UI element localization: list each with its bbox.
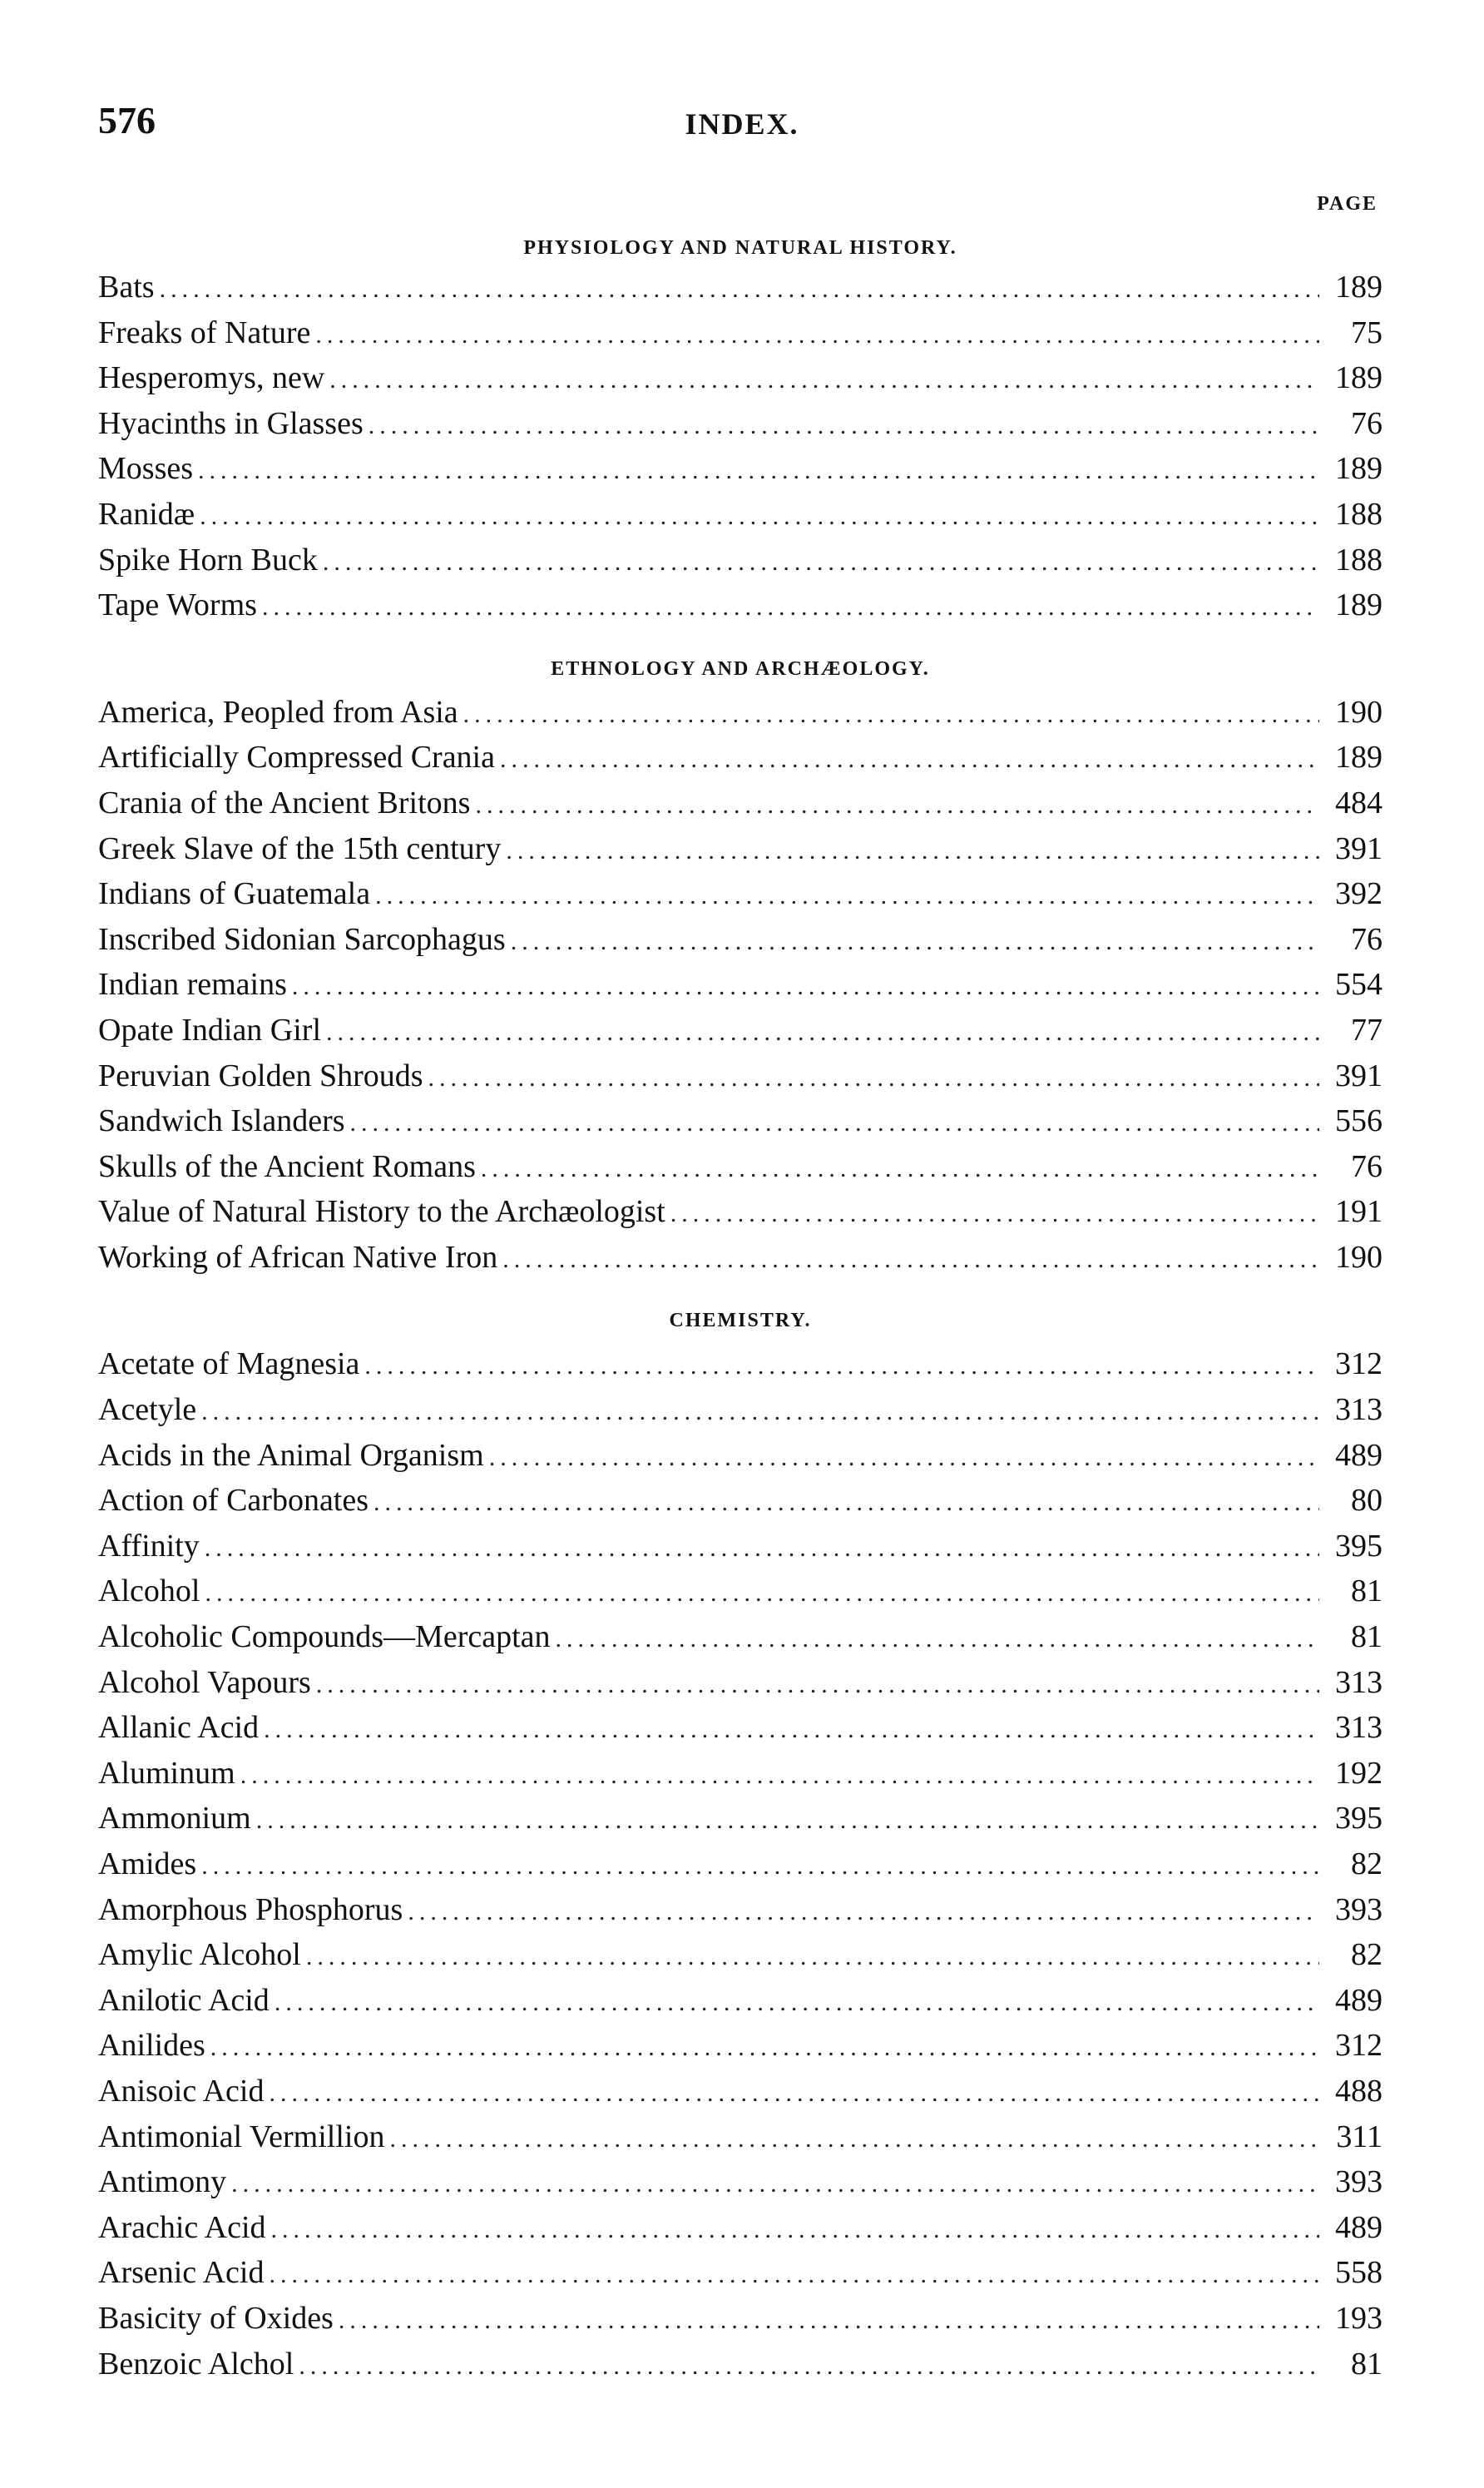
dot-leader: [481, 1147, 1319, 1192]
entry-text: Sandwich Islanders: [98, 1103, 345, 1139]
entry-page-number: 312: [1335, 2028, 1383, 2064]
section-gap: [98, 1280, 1383, 1300]
entry-text: Mosses: [98, 451, 194, 487]
dot-leader: [231, 2162, 1319, 2208]
index-entry: [98, 1524, 1383, 1569]
entry-page-number: 489: [1335, 2209, 1383, 2245]
index-entry: [98, 538, 1383, 583]
dot-leader: [210, 2025, 1319, 2071]
entry-text: Peruvian Golden Shrouds: [98, 1058, 423, 1093]
dot-leader: [339, 2298, 1319, 2344]
entry-page-number: 192: [1335, 1755, 1383, 1791]
index-entry: [98, 2296, 1383, 2342]
entry-text: Artificially Compressed Crania: [98, 740, 495, 776]
dot-leader: [556, 1617, 1319, 1663]
dot-leader: [201, 1844, 1319, 1890]
entry-text: Action of Carbonates: [98, 1483, 369, 1519]
entry-page-number: 188: [1335, 542, 1383, 577]
entry-text: Greek Slave of the 15th century: [98, 830, 502, 866]
entry-page-number: 82: [1351, 1846, 1383, 1881]
dot-leader: [200, 494, 1319, 540]
entry-page-number: 191: [1335, 1194, 1383, 1230]
entry-text: Amorphous Phosphorus: [98, 1891, 403, 1927]
dot-leader: [315, 313, 1319, 359]
dot-leader: [275, 1980, 1319, 2026]
index-entry: [98, 1189, 1383, 1235]
entry-text: Indians of Guatemala: [98, 876, 371, 912]
index-entry: [98, 265, 1383, 310]
entry-page-number: 484: [1335, 785, 1383, 820]
section-heading: PHYSIOLOGY AND NATURAL HISTORY.: [523, 237, 957, 259]
dot-leader: [201, 1390, 1319, 1435]
section-heading: ETHNOLOGY AND ARCHÆOLOGY.: [551, 657, 930, 680]
index-entry: [98, 1341, 1383, 1387]
entry-page-number: 189: [1335, 360, 1383, 396]
index-entry: [98, 401, 1383, 447]
dot-leader: [256, 1798, 1319, 1844]
dot-leader: [306, 1935, 1319, 1980]
entry-page-number: 189: [1335, 587, 1383, 623]
index-entry: [98, 492, 1383, 538]
index-entry: [98, 310, 1383, 356]
index-entry: [98, 1841, 1383, 1887]
dot-leader: [160, 267, 1319, 313]
dot-leader: [323, 540, 1319, 586]
entry-text: Basicity of Oxides: [98, 2300, 334, 2336]
index-entry: [98, 2023, 1383, 2069]
index-content: [98, 231, 1383, 2386]
dot-leader: [329, 358, 1319, 404]
dot-leader: [506, 829, 1319, 875]
dot-leader: [373, 1480, 1319, 1526]
entry-text: Skulls of the Ancient Romans: [98, 1148, 476, 1184]
entry-page-number: 190: [1335, 1239, 1383, 1275]
entry-text: Arsenic Acid: [98, 2255, 265, 2291]
dot-leader: [271, 2208, 1319, 2253]
entry-page-number: 392: [1335, 876, 1383, 912]
index-entry: [98, 1144, 1383, 1190]
entry-text: Inscribed Sidonian Sarcophagus: [98, 921, 506, 957]
entry-text: Alcohol Vapours: [98, 1664, 311, 1700]
index-entry: [98, 1796, 1383, 1841]
index-entry: [98, 1387, 1383, 1433]
dot-leader: [364, 1344, 1319, 1390]
index-entry: [98, 690, 1383, 736]
entry-page-number: 313: [1335, 1392, 1383, 1428]
index-entry: [98, 2250, 1383, 2296]
index-entry: [98, 735, 1383, 781]
entry-text: Spike Horn Buck: [98, 542, 318, 577]
index-entry: [98, 446, 1383, 492]
entry-text: Aluminum: [98, 1755, 235, 1791]
entry-text: Acids in the Animal Organism: [98, 1437, 484, 1473]
entry-page-number: 554: [1335, 967, 1383, 1003]
index-entry: [98, 2342, 1383, 2387]
entry-page-number: 489: [1335, 1982, 1383, 2018]
dot-leader: [670, 1192, 1319, 1237]
dot-leader: [292, 964, 1319, 1010]
entry-page-number: 391: [1335, 1058, 1383, 1093]
entry-page-number: 313: [1335, 1664, 1383, 1700]
dot-leader: [369, 404, 1319, 449]
entry-text: Indian remains: [98, 967, 287, 1003]
dot-leader: [408, 1890, 1319, 1935]
dot-leader: [240, 1753, 1319, 1799]
entry-text: Bats: [98, 270, 155, 305]
entry-text: Acetyle: [98, 1392, 197, 1428]
index-entry: [98, 1008, 1383, 1053]
entry-text: Acetate of Magnesia: [98, 1346, 360, 1382]
dot-leader: [389, 2117, 1319, 2163]
index-entry: [98, 1751, 1383, 1797]
entry-text: Allanic Acid: [98, 1710, 260, 1746]
index-entry: [98, 582, 1383, 628]
entry-text: Ammonium: [98, 1801, 251, 1836]
entry-page-number: 82: [1351, 1937, 1383, 1973]
entry-text: Opate Indian Girl: [98, 1012, 322, 1048]
entry-text: Crania of the Ancient Britons: [98, 785, 471, 820]
index-entry: [98, 355, 1383, 401]
index-entry: [98, 1887, 1383, 1933]
index-entry: [98, 1569, 1383, 1614]
entry-text: Tape Worms: [98, 587, 257, 623]
dot-leader: [511, 919, 1319, 965]
entry-page-number: 558: [1335, 2255, 1383, 2291]
index-entry: [98, 917, 1383, 963]
entry-page-number: 76: [1351, 1148, 1383, 1184]
entry-text: Value of Natural History to the Archæologist: [98, 1194, 665, 1230]
dot-leader: [198, 449, 1319, 494]
entry-page-number: 81: [1351, 1574, 1383, 1609]
entry-text: Ranidæ: [98, 496, 195, 532]
entry-page-number: 75: [1351, 315, 1383, 350]
dot-leader: [489, 1435, 1319, 1481]
entry-text: Affinity: [98, 1528, 200, 1564]
index-entry: [98, 962, 1383, 1008]
entry-page-number: 80: [1351, 1483, 1383, 1519]
index-entry: [98, 1235, 1383, 1281]
entry-page-number: 313: [1335, 1710, 1383, 1746]
entry-page-number: 189: [1335, 740, 1383, 776]
entry-page-number: 188: [1335, 496, 1383, 532]
index-entry: [98, 2205, 1383, 2251]
entry-page-number: 312: [1335, 1346, 1383, 1382]
index-entry: [98, 1053, 1383, 1099]
page-number: 576: [98, 99, 156, 141]
entry-page-number: 189: [1335, 270, 1383, 305]
entry-page-number: 76: [1351, 921, 1383, 957]
dot-leader: [262, 585, 1319, 631]
index-entry: [98, 781, 1383, 826]
entry-text: Antimony: [98, 2164, 227, 2200]
entry-page-number: 81: [1351, 1619, 1383, 1655]
dot-leader: [428, 1056, 1319, 1102]
index-entry: [98, 1660, 1383, 1706]
index-entry: [98, 1433, 1383, 1479]
entry-page-number: 189: [1335, 451, 1383, 487]
entry-text: Amides: [98, 1846, 197, 1881]
index-entry: [98, 2069, 1383, 2114]
index-entry: [98, 1978, 1383, 2024]
dot-leader: [264, 1707, 1319, 1753]
entry-text: Anilotic Acid: [98, 1982, 270, 2018]
entry-page-number: 391: [1335, 830, 1383, 866]
entry-text: Freaks of Nature: [98, 315, 311, 350]
entry-page-number: 489: [1335, 1437, 1383, 1473]
index-entry: [98, 1478, 1383, 1524]
entry-page-number: 393: [1335, 1891, 1383, 1927]
section-gap: [98, 628, 1383, 648]
dot-leader: [205, 1571, 1319, 1617]
index-entry: [98, 2159, 1383, 2205]
dot-leader: [463, 692, 1319, 738]
entry-text: Benzoic Alchol: [98, 2346, 294, 2381]
dot-leader: [205, 1526, 1319, 1572]
dot-leader: [500, 737, 1319, 783]
entry-text: Arachic Acid: [98, 2209, 266, 2245]
entry-page-number: 393: [1335, 2164, 1383, 2200]
page-column-label: PAGE: [1317, 193, 1378, 215]
entry-page-number: 556: [1335, 1103, 1383, 1139]
entry-text: Alcoholic Compounds—Mercaptan: [98, 1619, 551, 1655]
entry-text: America, Peopled from Asia: [98, 694, 458, 730]
entry-page-number: 311: [1336, 2119, 1383, 2154]
entry-page-number: 81: [1351, 2346, 1383, 2381]
entry-page-number: 193: [1335, 2300, 1383, 2336]
entry-text: Hesperomys, new: [98, 360, 325, 396]
entry-page-number: 76: [1351, 405, 1383, 441]
index-entry: [98, 1932, 1383, 1978]
section-heading: CHEMISTRY.: [669, 1310, 812, 1332]
index-entry: [98, 1614, 1383, 1660]
entry-page-number: 395: [1335, 1528, 1383, 1564]
dot-leader: [375, 874, 1319, 919]
dot-leader: [269, 2253, 1319, 2298]
dot-leader: [299, 2344, 1319, 2390]
index-entry: [98, 871, 1383, 917]
dot-leader: [502, 1237, 1319, 1283]
index-entry: [98, 1098, 1383, 1144]
entry-text: Amylic Alcohol: [98, 1937, 301, 1973]
index-entry: [98, 1705, 1383, 1751]
entry-page-number: 488: [1335, 2073, 1383, 2109]
running-head: INDEX.: [685, 107, 799, 141]
entry-text: Anisoic Acid: [98, 2073, 265, 2109]
index-entry: [98, 826, 1383, 872]
index-entry: [98, 2114, 1383, 2160]
entry-page-number: 77: [1351, 1012, 1383, 1048]
dot-leader: [269, 2071, 1319, 2117]
dot-leader: [350, 1101, 1319, 1147]
dot-leader: [326, 1010, 1319, 1056]
entry-text: Antimonial Vermillion: [98, 2119, 385, 2154]
entry-page-number: 395: [1335, 1801, 1383, 1836]
entry-text: Hyacinths in Glasses: [98, 405, 364, 441]
dot-leader: [475, 783, 1319, 829]
entry-text: Working of African Native Iron: [98, 1239, 498, 1275]
entry-text: Anilides: [98, 2028, 205, 2064]
dot-leader: [316, 1663, 1319, 1708]
entry-page-number: 190: [1335, 694, 1383, 730]
entry-text: Alcohol: [98, 1574, 200, 1609]
